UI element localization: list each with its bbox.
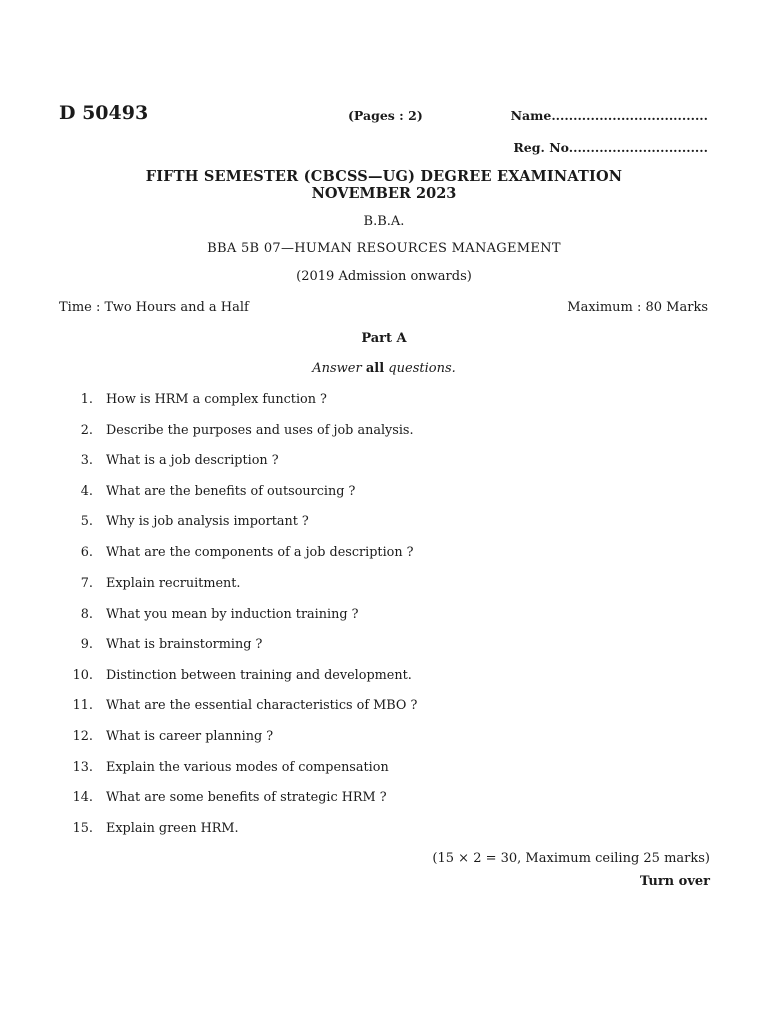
paper-code: D 50493	[59, 102, 149, 124]
instruction	[0, 361, 768, 376]
question-number: 6.	[80, 545, 93, 560]
paper-title: BBA 5B 07—HUMAN RESOURCES MANAGEMENT	[207, 241, 561, 256]
instruction-pre: Answer	[312, 361, 366, 376]
question-number: 10.	[72, 668, 93, 683]
page-count: (Pages : 2)	[348, 108, 423, 123]
question-text: What you mean by induction training ?	[106, 607, 359, 622]
question-text: Explain recruitment.	[106, 576, 241, 591]
question-number: 5.	[80, 514, 93, 529]
name-field: Name....................................	[510, 108, 708, 123]
exam-title: FIFTH SEMESTER (CBCSS—UG) DEGREE EXAMINATION	[145, 168, 623, 185]
question-text: What is a job description ?	[106, 453, 279, 468]
maximum-marks: Maximum : 80 Marks	[567, 300, 708, 315]
question-number: 2.	[80, 423, 93, 438]
question-text: What are the components of a job description ?	[106, 545, 414, 560]
instruction-bold: all	[365, 361, 385, 376]
question-text: What is career planning ?	[106, 729, 274, 744]
question-number: 8.	[80, 607, 93, 622]
question-number: 3.	[80, 453, 93, 468]
question-text: Distinction between training and development.	[106, 668, 412, 683]
part-heading: Part A	[361, 331, 407, 346]
degree-name: B.B.A.	[363, 214, 405, 229]
question-text: What are the essential characteristics of MBO ?	[106, 698, 418, 713]
exam-session: NOVEMBER 2023	[311, 185, 457, 202]
question-text: How is HRM a complex function ?	[106, 392, 327, 407]
question-number: 13.	[72, 760, 93, 775]
question-text: Describe the purposes and uses of job analysis.	[106, 423, 414, 438]
time-allowed: Time : Two Hours and a Half	[59, 300, 249, 315]
question-text: What is brainstorming ?	[106, 637, 263, 652]
question-text: Why is job analysis important ?	[106, 514, 309, 529]
question-number: 9.	[80, 637, 93, 652]
admission-note: (2019 Admission onwards)	[296, 269, 472, 284]
marks-note: (15 × 2 = 30, Maximum ceiling 25 marks)	[432, 851, 710, 866]
question-text: Explain the various modes of compensation	[106, 760, 389, 775]
question-number: 15.	[72, 821, 93, 836]
question-number: 11.	[72, 698, 93, 713]
reg-no-field: Reg. No................................	[513, 140, 708, 155]
question-text: What are some benefits of strategic HRM ?	[106, 790, 387, 805]
question-number: 1.	[80, 392, 93, 407]
question-number: 7.	[80, 576, 93, 591]
question-text: What are the benefits of outsourcing ?	[106, 484, 356, 499]
question-number: 4.	[80, 484, 93, 499]
question-text: Explain green HRM.	[106, 821, 239, 836]
turn-over: Turn over	[639, 874, 710, 889]
question-number: 14.	[72, 790, 93, 805]
question-number: 12.	[72, 729, 93, 744]
instruction-post: questions.	[384, 361, 456, 376]
